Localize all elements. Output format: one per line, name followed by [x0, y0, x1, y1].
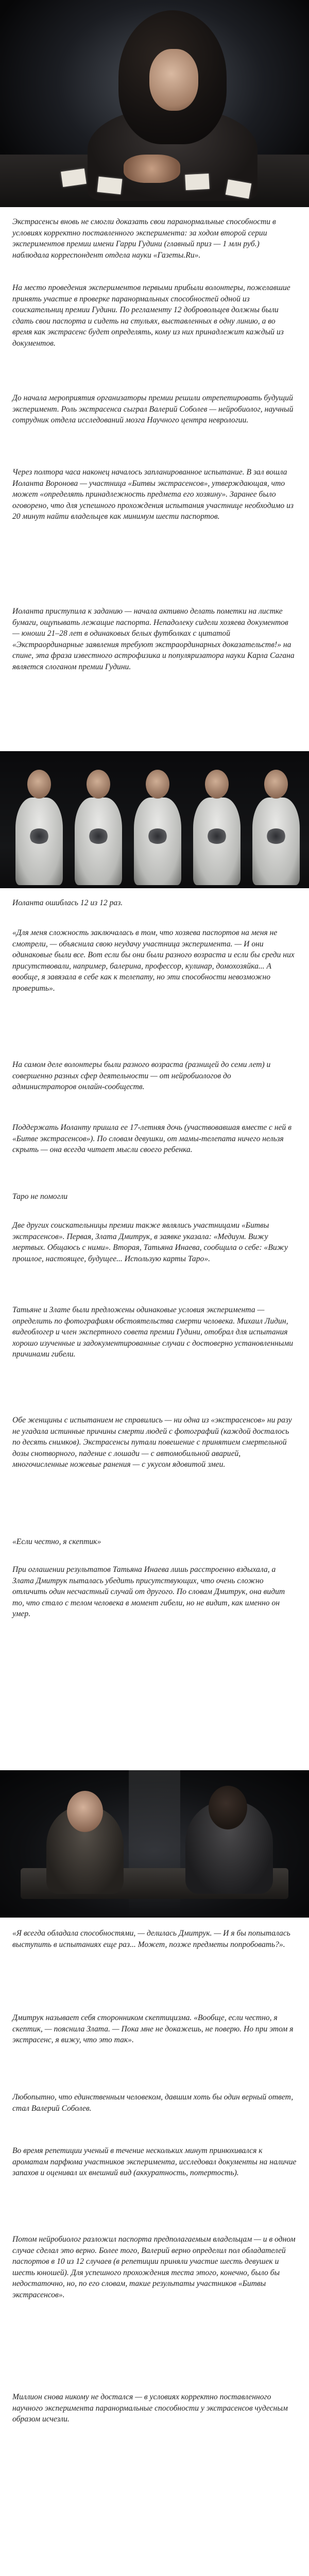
article-paragraph: Обе женщины с испытанием не справились — ни одна из «экстрасенсов» ни разу не угадала истинные причины смерти людей с фотографий (каждой досталось по десять снимков). Экстрасенсы путали повешение с принятием смертельной дозы снотворного, падение с лошади — с автомобильной аварией, многочисленные ножевые ранения — с укусом ядовитой змеи.	[12, 1416, 292, 1469]
photo-head	[146, 770, 169, 799]
photo-tshirt-print	[29, 828, 49, 844]
article-paragraph: Потом нейробиолог разложил паспорта предполагаемым владельцам — и в одном случае сделал это верно. Более того, Валерий верно определил пол обладателей паспортов в 10 из 12 случаев (в репетиции приняли участие шесть девушек и шесть юношей). Для успешного прохождения теста этого, конечно, было бы недостаточно, но, по его словам, такие результаты участников «Битвы экстрасенсов».	[12, 2235, 296, 2299]
photo-card	[97, 177, 123, 195]
article-paragraph: На место проведения экспериментов первыми прибыли волонтеры, пожелавшие принять участие в проверке паранормальных способностей одной из соискательниц премии Гудини. По регламенту 12 добровольцев должны были сдать свои паспорта и сидеть на стульях, выставленных в одну линию, а во время как экстрасенс будет определять, кому из них принадлежит каждый из документов.	[12, 283, 290, 348]
photo-head	[87, 770, 110, 799]
article-paragraph: Во время репетиции ученый в течение нескольких минут принюхивался к ароматам парфюма участников эксперимента, исследовал документы на наличие запахов и оценивал их внешний вид (аккуратность, потертость).	[12, 2146, 297, 2178]
photo-psychic-with-cards	[0, 0, 309, 207]
photo-face	[149, 49, 198, 111]
photo-card	[185, 174, 210, 190]
photo-two-psychics	[0, 1770, 309, 1918]
photo-tshirt-print	[207, 828, 227, 844]
photo-tshirt-print	[147, 828, 168, 844]
article-paragraph: На самом деле волонтеры были разного возраста (разницей до семи лет) и совершенно разных сфер деятельности — от нейробиологов до администраторов онлайн-сообществ.	[12, 1060, 271, 1092]
article-paragraph: Татьяне и Злате были предложены одинаковые условия эксперимента — определить по фотографиям обстоятельства смерти человека. Михаил Лидин, видеоблогер и член экспертного совета премии Гудини, отобрал для испытания хорошо изученные и задокументированные случаи с достоверно установленными причинами гибели.	[12, 1306, 294, 1359]
article-lead: Экстрасенсы вновь не смогли доказать свои паранормальные способности в условиях корректно поставленного эксперимента: за ходом второй серии экспериментов премии имени Гарри Гудини (главный приз — 1 млн руб.) наблюдала корреспондент отдела науки «Газеты.Ru».	[12, 217, 276, 260]
photo-volunteers	[0, 751, 309, 888]
article-paragraph: Поддержать Иоланту пришла ее 17-летняя дочь (участвовавшая вместе с ней в «Битве экстрасенсов»). По словам девушки, от мамы-телепата ничего нельзя скрыть — она всегда читает мысли своего ребенка.	[12, 1123, 291, 1155]
photo-head	[205, 770, 229, 799]
article-paragraph: Иоланта ошиблась 12 из 12 раз.	[12, 899, 123, 907]
article-paragraph: Иоланта приступила к заданию — начала активно делать пометки на листке бумаги, ощупывать лежащие паспорта. Непадолеку сидели хозяева документов — юноши 21–28 лет в одинаковых белых футболках с цитатой «Экстраординарные заявления требуют экстраординарных доказательств!» на спине, эта фраза известного астрофизика и популяризатора науки Карла Сагана является слоганом премии Гудини.	[12, 607, 295, 671]
section-heading: Таро не помогли	[12, 1192, 68, 1201]
article-paragraph: Две других соискательницы премии также являлись участницами «Битвы экстрасенсов». Первая, Злата Дмитрук, в заявке указала: «Медиум. Вижу мертвых. Общаюсь с ними». Вторая, Татьяна Инаева, сообщила о себе: «Вижу прошлое, настоящее, будущее... Использую карты Таро».	[12, 1221, 288, 1263]
article-paragraph: При оглашении результатов Татьяна Инаева лишь расстроенно вздыхала, а Злата Дмитрук пыталась убедить присутствующих, что очень сложно отличить один несчастный случай от другого. По словам Дмитрук, она видит то, что стало с телом человека в момент гибели, но не видит, как именно он умер.	[12, 1565, 285, 1619]
article-paragraph: «Для меня сложность заключалась в том, что хозяева паспортов на меня не смотрели, — объяснила свою неудачу участница эксперимента. — И они одинаковые были все. Вот если бы они были разного возраста и если бы среди них присутствовали, например, балерина, профессор, кулинар, домохозяйка... А вообще, я завязала в себе как к телепату, но эти способности невозможно проверить».	[12, 928, 295, 993]
photo-head	[264, 770, 288, 799]
article-paragraph: До начала мероприятия организаторы премии решили отрепетировать будущий эксперимент. Роль экстрасенса сыграл Валерий Соболев — нейробиолог, научный сотрудник отдела исследований мозга Научного центра неврологии.	[12, 394, 294, 425]
article-paragraph: Миллион снова никому не достался — в условиях корректно поставленного научного эксперимента паранормальные способности у экстрасенсов чудесным образом исчезли.	[12, 2393, 288, 2424]
photo-card	[61, 168, 87, 187]
article-paragraph: «Я всегда обладала способностями, — делилась Дмитрук. — И я бы попыталась выступить в испытаниях еще раз... Может, позже предметы попробовать?».	[12, 1929, 290, 1949]
photo-head	[209, 1786, 247, 1829]
photo-tshirt-print	[88, 828, 109, 844]
photo-head	[67, 1791, 103, 1832]
photo-head	[27, 770, 51, 799]
article-paragraph: Любопытно, что единственным человеком, давшим хоть бы один верный ответ, стал Валерий Соболев.	[12, 2093, 294, 2113]
photo-hand	[124, 155, 180, 183]
article-paragraph: Через полтора часа наконец началось запланированное испытание. В зал вошла Иоланта Воронова — участница «Битвы экстрасенсов», утверждающая, что может «определять принадлежность предмета его хозяину». Заранее было оговорено, что для успешного прохождения испытания участнице необходимо из 20 минут найти владельцев как минимум шести паспортов.	[12, 468, 294, 521]
section-heading: «Если честно, я скептик»	[12, 1537, 101, 1546]
article-paragraph: Дмитрук называет себя сторонником скептицизма. «Вообще, если честно, я скептик, — пояснила Злата. — Пока мне не докажешь, не поверю. Но при этом я экстрасенс, я вижу, что это так».	[12, 2013, 294, 2045]
photo-tshirt-print	[266, 828, 286, 844]
